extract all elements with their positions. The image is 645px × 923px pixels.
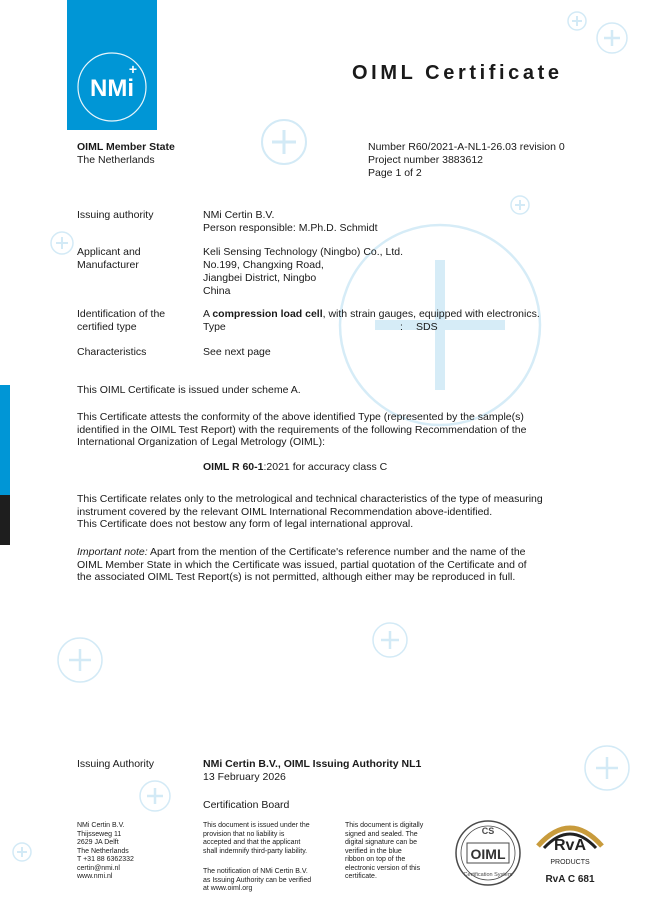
applicant-label-1: Applicant and (77, 246, 141, 258)
issuing-authority-label: Issuing authority (77, 209, 154, 221)
signature-authority: NMi Certin B.V., OIML Issuing Authority NL1 (203, 758, 422, 770)
footer-address: NMi Certin B.V. Thijsseweg 11 2629 JA Delft The Netherlands T +31 88 6362332 certin@nmi.nl www.nmi.nl (77, 822, 134, 880)
important-note: Important note: Apart from the mention of the Certificate's reference number and the name of the OIML Member State in which the Certificate was issued, partial quotation of the Certificate and of the associated OIML Test Report(s) is not permitted, although either may be reproduced in full. (77, 546, 597, 584)
important-note-label: Important note: (77, 546, 148, 558)
signature-label: Issuing Authority (77, 758, 155, 770)
characteristics-value: See next page (203, 346, 271, 358)
type-label: Type (203, 321, 226, 333)
plus-circle-icon (262, 120, 306, 164)
relates-line: instrument covered by the relevant OIML International Recommendation above-identified. (77, 505, 493, 518)
rva-accreditation-logo (530, 816, 610, 891)
type-separator: : (400, 321, 403, 333)
identification-label-2: certified type (77, 321, 137, 333)
certificate-number: Number R60/2021-A-NL1-26.03 revision 0 (368, 141, 565, 153)
applicant-line: No.199, Changxing Road, (203, 259, 324, 271)
svg-text:PRODUCTS: PRODUCTS (550, 859, 590, 866)
applicant-line: China (203, 285, 231, 297)
footer-notification: The notification of NMi Certin B.V. as Issuing Authority can be verified at www.oiml.org (203, 868, 312, 892)
identification-label-1: Identification of the (77, 308, 166, 320)
attest-line: This Certificate attests the conformity of the above identified Type (represented by the sample(s) (77, 411, 524, 423)
side-ribbon-blue (0, 385, 10, 495)
logo-plus-icon: + (128, 61, 138, 77)
svg-text:RvA C 681: RvA C 681 (545, 874, 595, 885)
page-title: OIML Certificate (352, 62, 563, 84)
attest-line: International Organization of Legal Metrology (OIML): (77, 436, 326, 448)
svg-text:OIML: OIML (470, 846, 506, 862)
important-note-line: OIML Member State in which the Certificate was issued, partial quotation of the Certificate and of (77, 558, 527, 571)
member-state-value: The Netherlands (77, 154, 155, 166)
logo-text: NMi (90, 75, 134, 102)
oiml-certification-logo (453, 818, 523, 888)
recommendation: OIML R 60-1:2021 for accuracy class C (203, 461, 388, 473)
attest-line: identified in the OIML Test Report) with the requirements of the following Recommendation of the (77, 423, 527, 436)
relates-line: This Certificate does not bestow any form of legal international approval. (77, 518, 414, 530)
identification-description: A compression load cell, with strain gauges, equipped with electronics. (203, 308, 540, 320)
side-ribbon-dark (0, 495, 10, 545)
applicant-line: Jiangbei District, Ningbo (203, 272, 317, 284)
type-value: SDS (416, 321, 438, 333)
attest-paragraph (77, 411, 597, 449)
footer-liability: This document is issued under the provision that no liability is accepted and that the applicant shall indemnify third-party liability. (203, 822, 310, 855)
certification-board: Certification Board (203, 799, 290, 811)
nmi-logo (67, 0, 157, 130)
relates-paragraph (77, 493, 597, 531)
relates-line: This Certificate relates only to the metrological and technical characteristics of the type of measuring (77, 493, 543, 505)
scheme-statement: This OIML Certificate is issued under scheme A. (77, 384, 301, 396)
applicant-line: Keli Sensing Technology (Ningbo) Co., Ltd. (203, 246, 404, 258)
applicant-label-2: Manufacturer (77, 259, 139, 271)
member-state-label: OIML Member State (77, 141, 175, 153)
person-responsible: Person responsible: M.Ph.D. Schmidt (203, 222, 378, 234)
characteristics-label: Characteristics (77, 346, 147, 358)
page-number: Page 1 of 2 (368, 167, 422, 179)
issuing-authority-name: NMi Certin B.V. (203, 209, 275, 221)
svg-text:CS: CS (481, 826, 495, 836)
svg-text:Certification System: Certification System (463, 872, 513, 878)
svg-text:RvA: RvA (553, 837, 587, 854)
important-note-line: the associated OIML Test Report(s) is not permitted, although either may be reproduced in full. (77, 571, 516, 583)
signature-date: 13 February 2026 (203, 771, 286, 783)
project-number: Project number 3883612 (368, 154, 483, 166)
footer-digital-signature: This document is digitally signed and sealed. The digital signature can be verified in the blue ribbon on top of the electronic version of this certificate. (345, 822, 424, 880)
